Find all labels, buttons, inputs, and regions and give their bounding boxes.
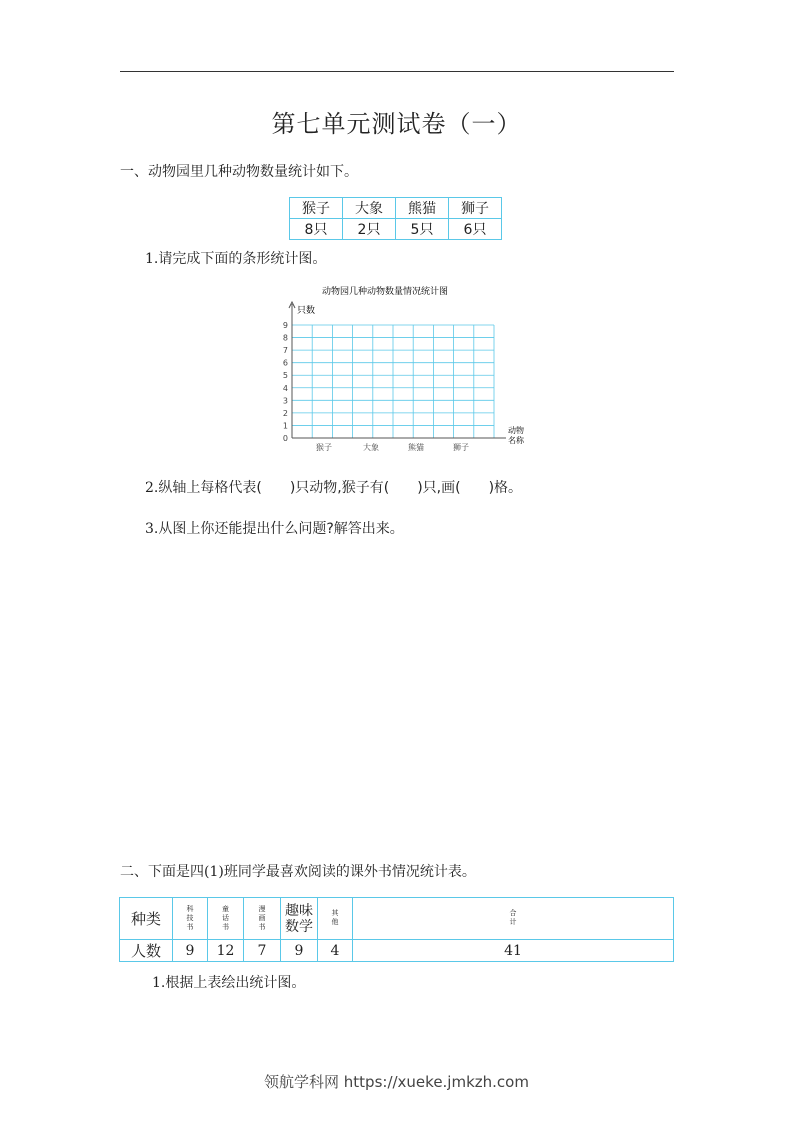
y-tick-label: 4 (282, 383, 288, 393)
x-tick-label: 猴子 (316, 443, 332, 452)
top-rule (120, 71, 674, 72)
chart-title: 动物园几种动物数量情况统计图 (321, 287, 449, 297)
question-3 (145, 518, 404, 538)
table-cell: 41 (353, 940, 674, 962)
y-tick-label: 5 (282, 371, 288, 381)
chart-xlabel (508, 425, 525, 445)
question-1 (145, 248, 326, 268)
table-cell: 其他 (318, 898, 353, 940)
chart-yticks (283, 321, 288, 443)
y-tick-label: 1 (282, 421, 288, 431)
x-tick-label: 狮子 (453, 443, 469, 452)
bar-chart (270, 280, 540, 455)
book-count-table (119, 897, 674, 962)
chart-ylabel: 只数 (297, 306, 316, 316)
table-cell: 熊猫 (396, 198, 449, 219)
page-title: 第七单元测试卷（一） (271, 110, 522, 138)
table-cell: 漫画书 (244, 898, 281, 940)
table-cell: 4 (318, 940, 353, 962)
x-tick-label: 大象 (363, 443, 379, 452)
table-row (120, 940, 674, 962)
table-cell: 9 (173, 940, 208, 962)
question-text: 根据上表绘出统计图。 (165, 975, 306, 991)
section2-heading: 二、下面是四(1)班同学最喜欢阅读的课外书情况统计表。 (120, 864, 476, 880)
footer-watermark: 领航学科网 https://xueke.jmkzh.com (264, 1073, 529, 1091)
table-cell: 人数 (120, 940, 173, 962)
question-text: 请完成下面的条形统计图。 (158, 251, 327, 267)
y-tick-label: 0 (282, 434, 288, 443)
question-number: 1. (145, 251, 159, 267)
chart-xticks (316, 442, 469, 452)
table-cell: 8只 (290, 219, 343, 240)
question-2 (145, 477, 522, 497)
table-cell: 2只 (343, 219, 396, 240)
table-cell: 12 (208, 940, 244, 962)
table-cell: 9 (281, 940, 318, 962)
animal-count-table (289, 197, 502, 240)
question-number: 3. (145, 521, 159, 537)
x-axis-label-part: 名称 (508, 436, 524, 445)
y-tick-label: 7 (282, 346, 288, 356)
table-cell: 5只 (396, 219, 449, 240)
table-row (290, 219, 502, 240)
table-row (290, 198, 502, 219)
question-text: 从图上你还能提出什么问题?解答出来。 (158, 521, 404, 537)
y-tick-label: 6 (282, 358, 288, 368)
table-cell: 7 (244, 940, 281, 962)
question-number: 2. (145, 480, 159, 496)
section1-heading: 一、动物园里几种动物数量统计如下。 (120, 164, 358, 180)
table-cell: 童话书 (208, 898, 244, 940)
table-cell: 狮子 (449, 198, 502, 219)
question-text: 纵轴上每格代表( )只动物,猴子有( )只,画( )格。 (158, 480, 523, 496)
table-cell: 合计 (353, 898, 674, 940)
table-cell: 大象 (343, 198, 396, 219)
table-cell: 种类 (120, 898, 173, 940)
table-cell: 科技书 (173, 898, 208, 940)
table-cell: 6只 (449, 219, 502, 240)
table-cell: 猴子 (290, 198, 343, 219)
question-number: 1. (152, 975, 166, 991)
table-cell: 趣味数学 (281, 898, 318, 940)
chart-grid (292, 325, 494, 438)
x-tick-label: 熊猫 (408, 443, 424, 452)
y-tick-label: 3 (282, 396, 288, 406)
question-4 (152, 972, 305, 992)
table-row (120, 898, 674, 940)
y-tick-label: 2 (282, 408, 288, 418)
x-axis-label-part: 动物 (508, 426, 524, 435)
y-tick-label: 9 (282, 321, 288, 330)
y-tick-label: 8 (282, 333, 288, 343)
